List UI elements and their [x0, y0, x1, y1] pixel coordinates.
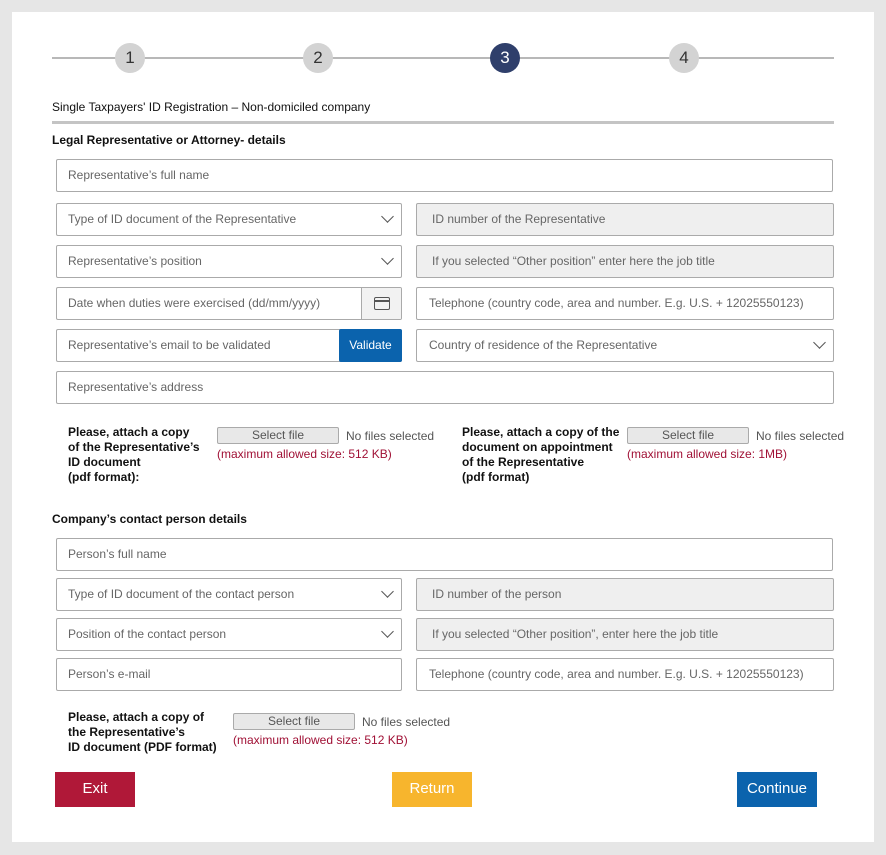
max-size-note: (maximum allowed size: 1MB): [627, 447, 788, 461]
label-line: of the Representative: [462, 455, 585, 469]
placeholder: Telephone (country code, area and number. E.g. U.S. + 12025550123): [429, 667, 804, 681]
person-position-select[interactable]: [56, 618, 402, 651]
person-full-name-input[interactable]: [56, 538, 833, 571]
representative-country-select[interactable]: [416, 329, 834, 362]
legal-section-title: Legal Representative or Attorney- details: [52, 133, 286, 147]
label-line: Please, attach a copy: [68, 425, 190, 439]
placeholder: Representative’s address: [68, 380, 204, 394]
select-file-button[interactable]: Select file: [217, 427, 339, 444]
representative-address-input[interactable]: [56, 371, 834, 404]
placeholder: Representative’s full name: [68, 168, 210, 182]
placeholder: Telephone (country code, area and number. E.g. U.S. + 12025550123): [429, 296, 804, 310]
stepper-line: [52, 57, 834, 59]
person-id-type-select[interactable]: [56, 578, 402, 611]
chevron-down-icon: [813, 336, 826, 349]
placeholder: Person’s full name: [68, 547, 167, 561]
title-divider: [52, 121, 834, 124]
duties-date-input[interactable]: [56, 287, 402, 320]
label-line: Please, attach a copy of: [68, 710, 205, 724]
representative-email-input[interactable]: [56, 329, 402, 362]
select-file-button[interactable]: Select file: [233, 713, 355, 730]
chevron-down-icon: [381, 585, 394, 598]
placeholder: Date when duties were exercised (dd/mm/yyyy): [68, 296, 321, 310]
file-status: No files selected: [756, 429, 845, 443]
placeholder: If you selected “Other position” enter here the job title: [432, 254, 715, 268]
step-4[interactable]: 4: [669, 43, 699, 73]
representative-position-select[interactable]: [56, 245, 402, 278]
representative-full-name-input[interactable]: [56, 159, 833, 192]
calendar-button[interactable]: [361, 288, 401, 319]
exit-button[interactable]: Exit: [55, 772, 135, 807]
label-line: Please, attach a copy of the: [462, 425, 620, 439]
placeholder: Representative’s position: [68, 254, 202, 268]
file-status: No files selected: [362, 715, 451, 729]
max-size-note: (maximum allowed size: 512 KB): [233, 733, 408, 747]
label-line: the Representative’s: [68, 725, 185, 739]
attach-appointment-label: [462, 425, 619, 485]
max-size-note: (maximum allowed size: 512 KB): [217, 447, 392, 461]
placeholder: If you selected “Other position”, enter here the job title: [432, 627, 719, 641]
step-1[interactable]: 1: [115, 43, 145, 73]
chevron-down-icon: [381, 252, 394, 265]
return-button[interactable]: Return: [392, 772, 472, 807]
representative-id-type-select[interactable]: [56, 203, 402, 236]
placeholder: Type of ID document of the contact person: [68, 587, 295, 601]
step-2[interactable]: 2: [303, 43, 333, 73]
label-line: ID document: [68, 455, 141, 469]
placeholder: Position of the contact person: [68, 627, 227, 641]
label-line: (pdf format): [462, 470, 530, 484]
file-status: No files selected: [346, 429, 435, 443]
attach-contact-id-label: [68, 710, 217, 755]
placeholder: ID number of the Representative: [432, 212, 606, 226]
representative-other-position-input[interactable]: [416, 245, 834, 278]
label-line: of the Representative’s: [68, 440, 200, 454]
calendar-icon: [374, 297, 390, 310]
chevron-down-icon: [381, 625, 394, 638]
placeholder: Representative’s email to be validated: [68, 338, 271, 352]
step-3-active[interactable]: 3: [490, 43, 520, 73]
continue-button[interactable]: Continue: [737, 772, 817, 807]
attach-id-label: [68, 425, 200, 485]
person-other-position-input[interactable]: [416, 618, 834, 651]
placeholder: Country of residence of the Representative: [429, 338, 658, 352]
contact-section-title: Company’s contact person details: [52, 512, 247, 526]
person-telephone-input[interactable]: [416, 658, 834, 691]
placeholder: ID number of the person: [432, 587, 562, 601]
representative-telephone-input[interactable]: [416, 287, 834, 320]
select-file-button[interactable]: Select file: [627, 427, 749, 444]
placeholder: Type of ID document of the Representative: [68, 212, 297, 226]
page-title: Single Taxpayers' ID Registration – Non-domiciled company: [52, 100, 371, 114]
placeholder: Person’s e-mail: [68, 667, 151, 681]
label-line: document on appointment: [462, 440, 613, 454]
validate-button[interactable]: Validate: [339, 329, 402, 362]
label-line: (pdf format):: [68, 470, 140, 484]
label-line: ID document (PDF format): [68, 740, 217, 754]
chevron-down-icon: [381, 210, 394, 223]
person-email-input[interactable]: [56, 658, 402, 691]
representative-id-number-input[interactable]: [416, 203, 834, 236]
person-id-number-input[interactable]: [416, 578, 834, 611]
